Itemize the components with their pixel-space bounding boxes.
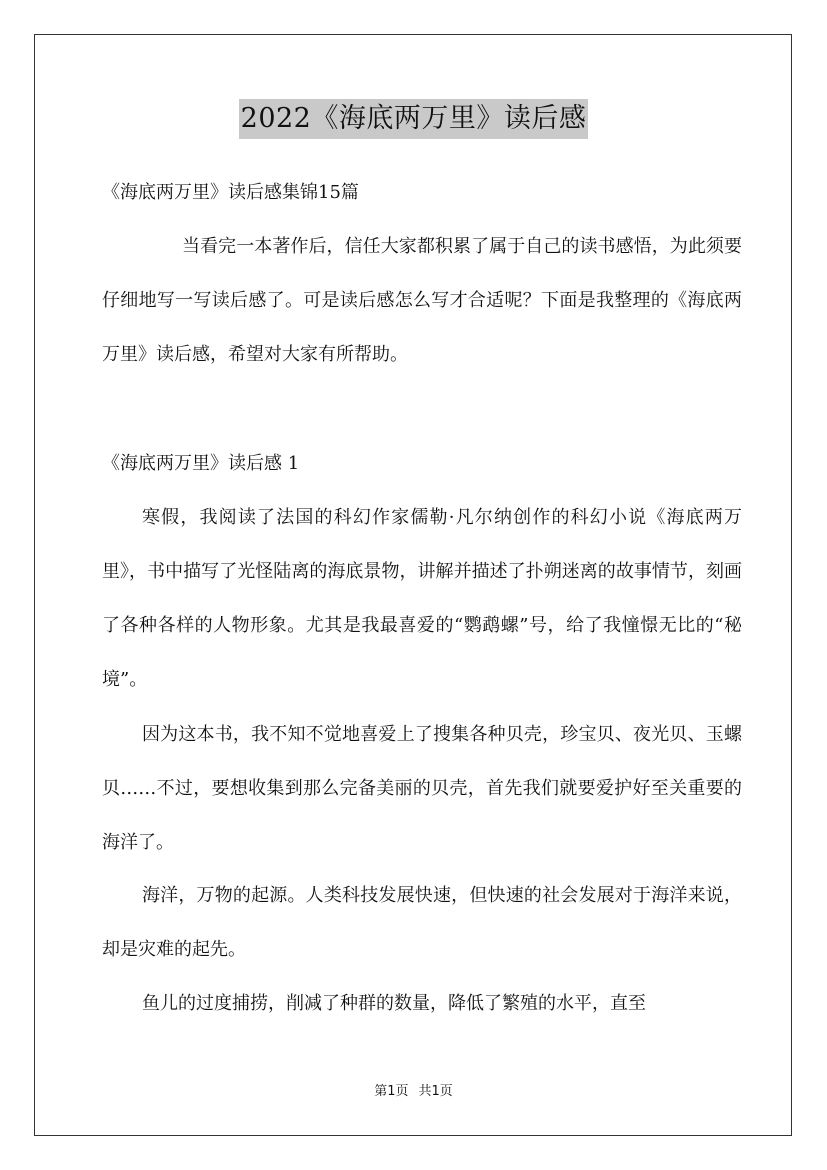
- body-paragraph-2: 因为这本书，我不知不觉地喜爱上了搜集各种贝壳，珍宝贝、夜光贝、玉螺贝……不过，要想收集到那么完备美丽的贝壳，首先我们就要爱护好至关重要的海洋了。: [102, 724, 742, 853]
- page-total: 共1页: [418, 1084, 453, 1099]
- page-footer: [0, 1082, 827, 1102]
- page-number: 第1页: [374, 1084, 409, 1099]
- body-paragraph-1: 寒假，我阅读了法国的科幻作家儒勒·凡尔纳创作的科幻小说《海底两万里》，书中描写了光怪陆离的海底景物，讲解并描述了扑朔迷离的故事情节，刻画了各种各样的人物形象。尤其是我最喜爱的“鹦鹉螺”号，给了我憧憬无比的“秘境”。: [102, 507, 742, 690]
- body-paragraph-4: 鱼儿的过度捕捞，削减了种群的数量，降低了繁殖的水平，直至: [142, 993, 646, 1014]
- document-title: 2022《海底两万里》读后感: [239, 99, 589, 139]
- document-subtitle: 《海底两万里》读后感集锦15篇: [102, 182, 359, 203]
- section-heading: 《海底两万里》读后感 1: [102, 453, 300, 474]
- intro-paragraph: 当看完一本著作后，信任大家都积累了属于自己的读书感悟，为此须要仔细地写一写读后感了。可是读后感怎么写才合适呢？下面是我整理的《海底两万里》读后感，希望对大家有所帮助。: [102, 236, 742, 365]
- body-paragraph-3: 海洋，万物的起源。人类科技发展快速，但快速的社会发展对于海洋来说，却是灾难的起先。: [102, 885, 742, 960]
- title-container: [0, 99, 827, 139]
